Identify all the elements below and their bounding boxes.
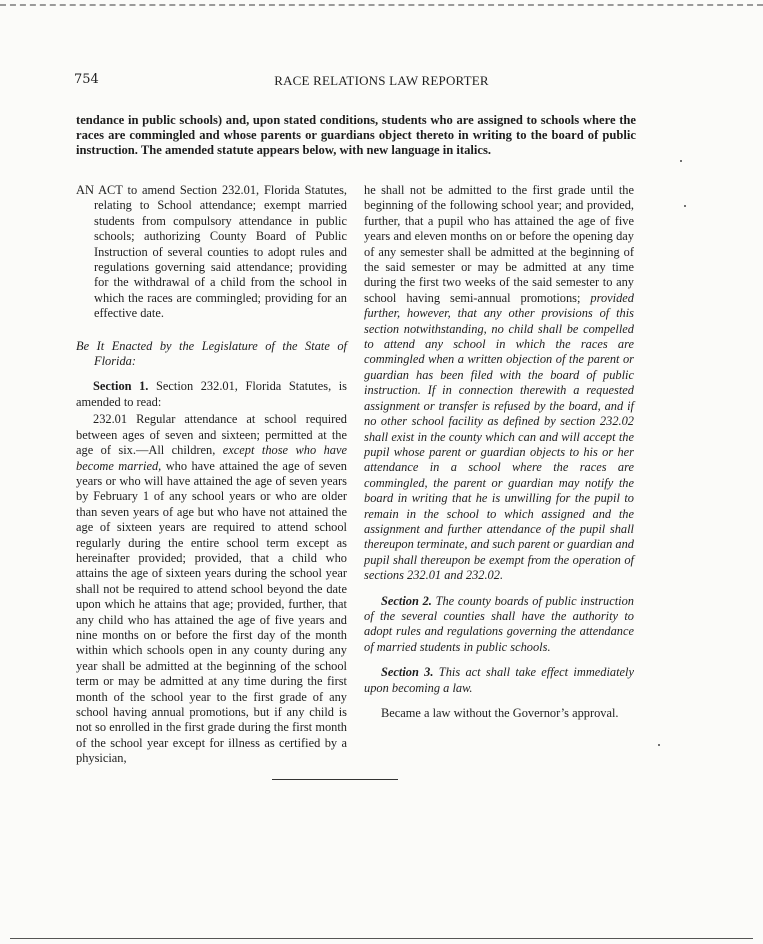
running-title: RACE RELATIONS LAW REPORTER [274,73,489,88]
section-2 [364,594,634,656]
end-rule [272,779,398,780]
section-1 [76,379,347,410]
section-1-text: Section 232.01, Florida Statutes, is amended to read: [76,379,348,409]
statute-232-01 [76,412,347,766]
section-3-heading: Section 3. [381,665,434,680]
scan-speck [684,205,686,207]
right-column [364,183,634,721]
left-column [76,183,347,767]
page-number: 754 [74,72,99,87]
italic-proviso: provided further, however, that any other provisions of this section notwithstanding, no child shall be compelled to attend any school in which the races are commingled when a written objection of the parent or guardian has been filed with the board of public instruction. If in connection therewith a requested assignment or transfer is refused by the board, and if no other school facility as defined by section 232.02 shall exist in the county which can and will accept the pupil whose parent or guardian objects to his or her attendance in a school where the races are commingled, the parent or guardian may notify the board in writing that he is unwilling for the pupil to remain in the school to which assigned and the assignment and further attendance of the pupil shall thereupon terminate, and such parent or guardian and pupil shall thereupon be exempt from the operation of sections 232.01 and 232.02. [364,290,634,583]
closing-note: Became a law without the Governor’s approval. [381,706,619,720]
section-2-text: The county boards of public instruction of the several counties shall have the authority to adopt rules and regulations governing the attendance of married students in public schools. [364,593,634,654]
section-3 [364,665,634,696]
statute-text-part1: 232.01 Regular attendance at school required between ages of seven and sixteen; permitted at the age of six.—All children, [76,412,347,458]
bottom-scan-edge [10,938,753,939]
statute-continuation [364,183,634,584]
section-3-text: This act shall take effect immediately upon becoming a law. [364,665,634,695]
section-2-heading: Section 2. [381,593,432,608]
statute-text-part2: who have attained the age of seven years or who will have attained the age of seven years by February 1 of any school years or who are older than seven years of age but who have not attained the age of sixteen years are required to attend school regularly during the entire school term except as hereinafter provided; provided, that a child who attains the age of sixteen years during the school year shall not be required to attend school beyond the date upon which he attains that age; provided, further, that any child who has attained the age of five years and nine months on or before the first day of the month within which schools open in any county during any year shall be admitted at the beginning of the school term or may be admitted at any time during the first month of the school year to the first grade of any school having annual promotions, but if any child is not so enrolled in the first grade during the first month of the school year except for illness as certified by a physician, [76,458,347,766]
headnote: tendance in public schools) and, upon stated conditions, students who are assigned to schools where the races are commingled and whose parents or guardians object thereto in writing to the board of public instruction. The amended statute appears below, with new language in italics. [76,113,636,157]
scan-speck [680,160,682,162]
enacting-clause: Be It Enacted by the Legislature of the State of Florida: [76,338,347,369]
top-scan-edge [0,4,763,6]
section-1-heading: Section 1. [93,379,149,394]
scan-speck [658,744,660,746]
act-title: AN ACT to amend Section 232.01, Florida Statutes, relating to School attendance; exempt married students from compulsory attendance in public schools; authorizing County Board of Public Instruction of several counties to adopt rules and regulations governing said attendance; providing for the withdrawal of a child from the school in which the races are commingled; providing for an effective date. [76,183,347,321]
continuation-text: he shall not be admitted to the first grade until the beginning of the following school year; and provided, further, that a pupil who has attained the age of five years and eleven months on or before the opening day of any semester shall be admitted at the beginning of the said semester or may be admitted at any time during the first two weeks of the said semester to any school having semi-annual promotions; [364,183,634,305]
statute-italic-married: except those who have become married, [76,443,347,473]
